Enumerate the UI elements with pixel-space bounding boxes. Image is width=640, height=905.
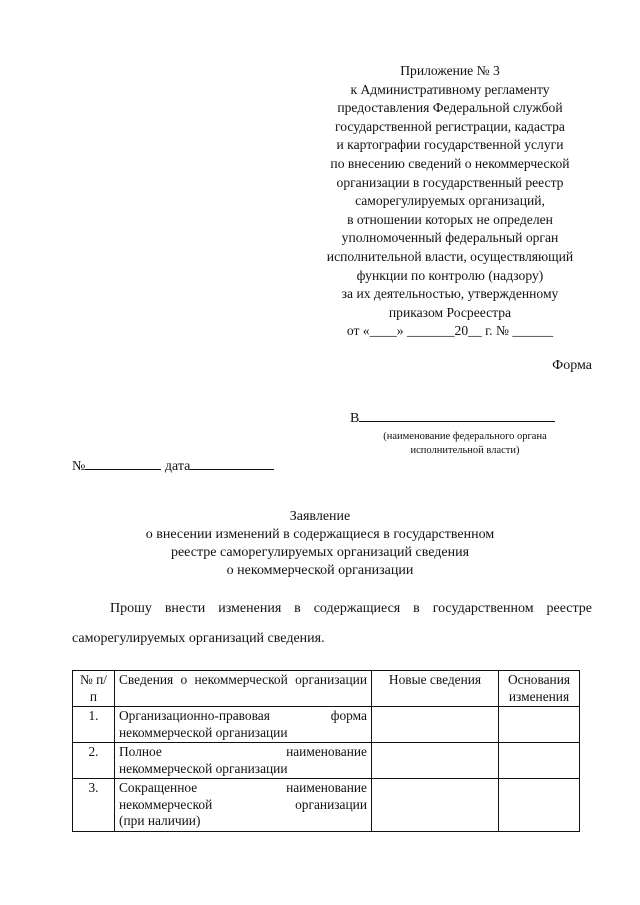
title-line: о некоммерческой организации: [226, 563, 414, 578]
row-info-line: некоммерческой организации: [119, 760, 288, 776]
appendix-line: по внесению сведений о некоммерческой: [330, 155, 570, 171]
row-info-line: Организационно-правовая форма: [119, 708, 367, 723]
date-blank-field[interactable]: [190, 456, 274, 470]
addressee-caption: [350, 430, 580, 458]
row-new-info-cell[interactable]: [372, 743, 499, 779]
row-reason-cell[interactable]: [499, 779, 580, 832]
row-info-line: некоммерческой организации: [119, 796, 367, 812]
appendix-line: организации в государственный реестр: [336, 174, 564, 190]
appendix-line: предоставления Федеральной службой: [337, 100, 563, 116]
header-info: Сведения о некоммерческой организации: [115, 671, 372, 707]
registration-line: [72, 456, 274, 475]
appendix-line: к Административному регламенту: [350, 81, 550, 97]
header-new-info: Новые сведения: [372, 671, 499, 707]
row-num: 3.: [73, 779, 115, 832]
table-row: [73, 779, 580, 832]
document-title: [110, 508, 530, 580]
row-info: [115, 779, 372, 832]
appendix-line: государственной регистрации, кадастра: [335, 118, 565, 134]
appendix-line: исполнительной власти, осуществляющий: [326, 248, 574, 264]
addressee-prefix: В: [350, 411, 360, 426]
table-row: [73, 743, 580, 779]
addressee-block: [350, 407, 580, 458]
number-label: №: [72, 459, 86, 474]
row-reason-cell[interactable]: [499, 743, 580, 779]
appendix-line: Приложение № 3: [400, 63, 500, 78]
appendix-line: за их деятельностью, утвержденному: [341, 286, 559, 302]
table-header-row: [73, 671, 580, 707]
appendix-line: саморегулируемых организаций,: [355, 193, 545, 209]
row-info-line: Сокращенное наименование: [119, 780, 367, 795]
form-label: Форма: [552, 358, 592, 373]
date-label: дата: [164, 459, 191, 474]
appendix-line: и картографии государственной услуги: [336, 137, 564, 153]
row-info: [115, 707, 372, 743]
title-line: Заявление: [289, 509, 351, 524]
row-new-info-cell[interactable]: [372, 707, 499, 743]
row-info-line: некоммерческой организации: [119, 724, 288, 740]
appendix-line: функции по контролю (надзору): [356, 267, 544, 283]
title-line: о внесении изменений в содержащиеся в государственном: [145, 527, 495, 542]
appendix-line: уполномоченный федеральный орган: [341, 230, 559, 246]
appendix-line: от «____» _______20__ г. № ______: [346, 323, 554, 339]
row-reason-cell[interactable]: [499, 707, 580, 743]
appendix-line: в отношении которых не определен: [347, 211, 553, 227]
appendix-line: приказом Росреестра: [388, 304, 512, 320]
row-info-line: (при наличии): [119, 813, 201, 828]
row-num: 2.: [73, 743, 115, 779]
row-info-line: Полное наименование: [119, 744, 367, 759]
request-line: саморегулируемых организаций сведения.: [72, 631, 325, 646]
addressee-caption-line: исполнительной власти): [410, 445, 520, 456]
request-paragraph: [72, 594, 592, 654]
row-info: [115, 743, 372, 779]
table-row: [73, 707, 580, 743]
addressee-line: [350, 407, 580, 427]
addressee-caption-line: (наименование федерального органа: [383, 431, 547, 442]
addressee-blank-field[interactable]: [359, 407, 555, 422]
title-line: реестре саморегулируемых организаций сведения: [170, 545, 470, 560]
changes-table: [72, 670, 580, 832]
row-num: 1.: [73, 707, 115, 743]
header-num: № п/п: [73, 671, 115, 707]
row-new-info-cell[interactable]: [372, 779, 499, 832]
header-reason: Основания изменения: [499, 671, 580, 707]
request-line: Прошу внести изменения в содержащиеся в государственном реестре: [110, 601, 592, 616]
appendix-header: [300, 62, 600, 341]
number-blank-field[interactable]: [85, 456, 161, 470]
